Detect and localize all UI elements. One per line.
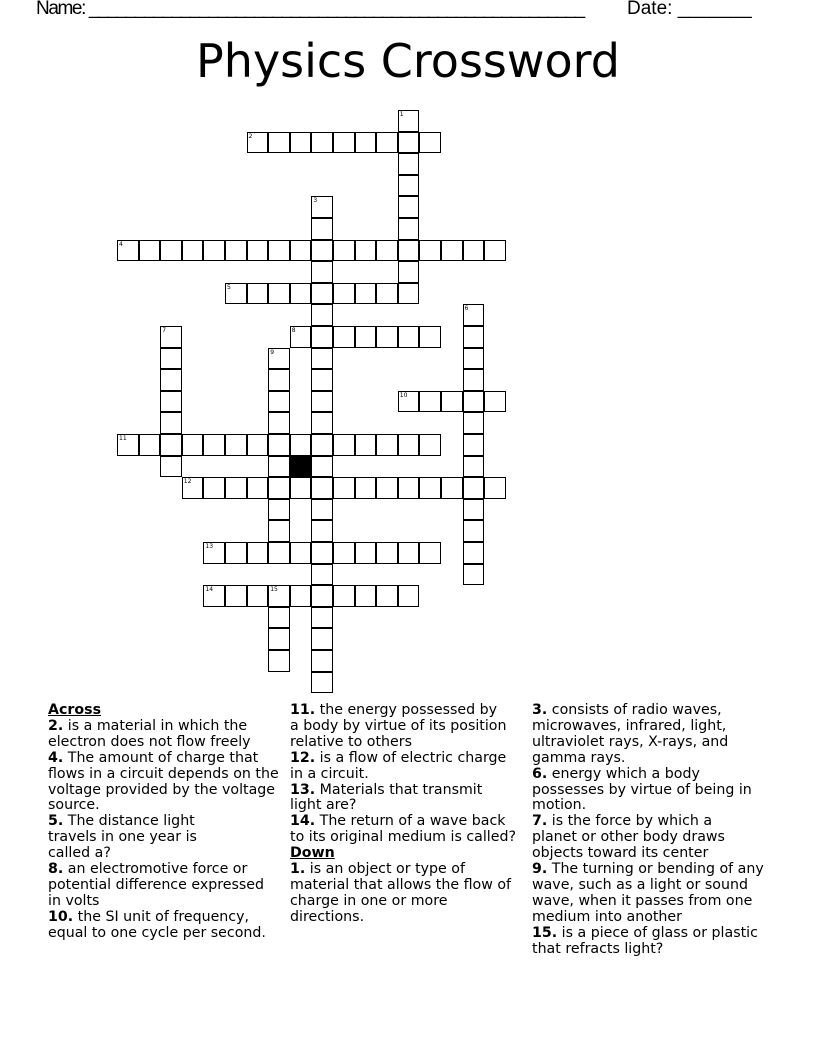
clue-number: 4 — [119, 240, 123, 248]
grid-cell[interactable] — [419, 240, 441, 262]
clue-down-15: 15. is a piece of glass or plastic that refracts light? — [532, 924, 758, 957]
grid-cell[interactable] — [268, 434, 290, 456]
grid-cell[interactable] — [311, 369, 333, 391]
grid-cell[interactable] — [268, 607, 290, 629]
grid-cell[interactable] — [333, 132, 355, 154]
grid-cell[interactable] — [398, 283, 420, 305]
grid-cell[interactable] — [311, 132, 333, 154]
clue-number: 8 — [291, 327, 296, 334]
clue-number: 3 — [313, 197, 318, 205]
grid-cell[interactable] — [139, 240, 161, 262]
grid-cell[interactable] — [268, 348, 290, 370]
grid-cell[interactable] — [463, 520, 485, 542]
grid-cell[interactable] — [247, 283, 269, 305]
clue-across-8: 8. an electromotive force or potential difference expressed in volts — [48, 861, 264, 909]
clue-number: 5 — [227, 283, 231, 291]
grid-cell[interactable] — [268, 628, 290, 650]
grid-cell[interactable] — [311, 542, 333, 564]
grid-cell[interactable] — [311, 628, 333, 650]
grid-cell[interactable] — [484, 477, 506, 499]
clue-across-12: 12. is a flow of electric charge in a circuit. — [290, 749, 507, 782]
grid-cell[interactable] — [463, 456, 485, 478]
grid-cell[interactable] — [117, 434, 139, 456]
grid-cell[interactable] — [225, 240, 247, 262]
grid-cell[interactable] — [268, 132, 290, 154]
grid-cell[interactable] — [376, 240, 398, 262]
grid-cell[interactable] — [268, 520, 290, 542]
grid-cell[interactable] — [203, 585, 225, 607]
clue-column-3 — [532, 703, 768, 958]
grid-cell[interactable] — [268, 240, 290, 262]
clue-number: 2 — [248, 132, 253, 140]
grid-cell[interactable] — [182, 240, 204, 262]
grid-cell[interactable] — [355, 132, 377, 154]
grid-cell[interactable] — [463, 348, 485, 370]
grid-cell[interactable] — [376, 434, 398, 456]
grid-cell[interactable] — [203, 240, 225, 262]
grid-cell[interactable] — [247, 542, 269, 564]
grid-cell[interactable] — [311, 196, 333, 218]
grid-cell[interactable] — [290, 326, 312, 348]
grid-cell[interactable] — [484, 240, 506, 262]
grid-cell[interactable] — [463, 434, 485, 456]
clue-down-1: 1. is an object or type of material that allows the flow of charge in one or more directions. — [290, 861, 512, 925]
clue-column-2 — [290, 703, 524, 926]
grid-cell[interactable] — [463, 304, 485, 326]
grid-cell[interactable] — [376, 283, 398, 305]
grid-cell[interactable] — [463, 369, 485, 391]
clue-number: 6 — [464, 305, 469, 313]
grid-cell[interactable] — [333, 326, 355, 348]
grid-cell[interactable] — [463, 412, 485, 434]
grid-cell[interactable] — [117, 240, 139, 262]
grid-cell[interactable] — [203, 477, 225, 499]
grid-cell[interactable] — [290, 283, 312, 305]
black-cell — [290, 456, 312, 478]
grid-cell[interactable] — [225, 542, 247, 564]
grid-cell[interactable] — [398, 132, 420, 154]
grid-cell[interactable] — [311, 672, 333, 694]
grid-cell[interactable] — [203, 542, 225, 564]
grid-cell[interactable] — [463, 564, 485, 586]
clue-down-9: 9. The turning or bending of any wave, such as a light or sound wave, when it passes from one medium into another — [532, 861, 764, 925]
grid-cell[interactable] — [398, 153, 420, 175]
clue-down-3: 3. consists of radio waves, microwaves, infrared, light, ultraviolet rays, X-rays, and gamma rays. — [532, 702, 729, 766]
grid-cell[interactable] — [311, 326, 333, 348]
grid-cell[interactable] — [376, 542, 398, 564]
clue-number: 13 — [205, 543, 214, 550]
grid-cell[interactable] — [311, 650, 333, 672]
grid-cell[interactable] — [419, 477, 441, 499]
grid-cell[interactable] — [139, 434, 161, 456]
page-title: Physics Crossword — [196, 34, 620, 88]
grid-cell[interactable] — [398, 218, 420, 240]
across-heading: Across — [48, 702, 102, 718]
grid-cell[interactable] — [333, 542, 355, 564]
grid-cell[interactable] — [355, 326, 377, 348]
grid-cell[interactable] — [311, 240, 333, 262]
grid-cell[interactable] — [311, 456, 333, 478]
grid-cell[interactable] — [463, 326, 485, 348]
grid-cell[interactable] — [441, 477, 463, 499]
grid-cell[interactable] — [247, 477, 269, 499]
clue-across-2: 2. is a material in which the electron does not flow freely — [48, 717, 251, 750]
grid-cell[interactable] — [290, 434, 312, 456]
grid-cell[interactable] — [463, 477, 485, 499]
clue-number: 1 — [399, 111, 404, 118]
grid-cell[interactable] — [376, 132, 398, 154]
grid-cell[interactable] — [419, 132, 441, 154]
clue-across-4: 4. The amount of charge that flows in a circuit depends on the voltage provided by the voltage source. — [48, 749, 279, 814]
grid-cell[interactable] — [355, 283, 377, 305]
grid-cell[interactable] — [311, 283, 333, 305]
grid-cell[interactable] — [355, 585, 377, 607]
grid-cell[interactable] — [268, 456, 290, 478]
grid-cell[interactable] — [376, 477, 398, 499]
clue-down-7: 7. is the force by which a planet or other body draws objects toward its center — [532, 813, 725, 862]
grid-cell[interactable] — [419, 391, 441, 413]
grid-cell[interactable] — [311, 218, 333, 240]
grid-cell[interactable] — [311, 412, 333, 434]
grid-cell[interactable] — [182, 434, 204, 456]
grid-cell[interactable] — [268, 391, 290, 413]
grid-cell[interactable] — [311, 499, 333, 521]
clue-number: 11 — [119, 435, 127, 442]
grid-cell[interactable] — [247, 240, 269, 262]
grid-cell[interactable] — [247, 585, 269, 607]
grid-cell[interactable] — [333, 283, 355, 305]
clue-number: 7 — [162, 327, 167, 334]
grid-cell[interactable] — [160, 456, 182, 478]
clue-down-6: 6. energy which a body possesses by virtue of being in motion. — [532, 765, 752, 814]
grid-cell[interactable] — [290, 132, 312, 154]
clue-across-5: 5. The distance light travels in one year is called a? — [48, 813, 197, 862]
grid-cell[interactable] — [398, 542, 420, 564]
grid-cell[interactable] — [398, 261, 420, 283]
grid-cell[interactable] — [160, 369, 182, 391]
grid-cell[interactable] — [484, 391, 506, 413]
grid-cell[interactable] — [419, 326, 441, 348]
grid-cell[interactable] — [268, 650, 290, 672]
grid-cell[interactable] — [311, 261, 333, 283]
grid-cell[interactable] — [225, 434, 247, 456]
grid-cell[interactable] — [463, 240, 485, 262]
grid-cell[interactable] — [160, 391, 182, 413]
grid-cell[interactable] — [225, 477, 247, 499]
grid-cell[interactable] — [268, 369, 290, 391]
grid-cell[interactable] — [311, 477, 333, 499]
clue-across-14: 14. The return of a wave back to its original medium is called? — [290, 813, 517, 846]
clue-number: 10 — [399, 391, 408, 399]
grid-cell[interactable] — [463, 391, 485, 413]
grid-cell[interactable] — [355, 434, 377, 456]
grid-cell[interactable] — [268, 283, 290, 305]
grid-cell[interactable] — [333, 434, 355, 456]
grid-cell[interactable] — [355, 240, 377, 262]
grid-cell[interactable] — [311, 520, 333, 542]
grid-cell[interactable] — [333, 585, 355, 607]
name-field[interactable]: Name: ______________________________________________________ — [36, 0, 584, 19]
grid-cell[interactable] — [398, 175, 420, 197]
grid-cell[interactable] — [398, 585, 420, 607]
clue-number: 15 — [270, 586, 278, 594]
grid-cell[interactable] — [203, 434, 225, 456]
grid-cell[interactable] — [311, 607, 333, 629]
clue-number: 12 — [183, 478, 192, 486]
grid-cell[interactable] — [290, 477, 312, 499]
grid-cell[interactable] — [311, 434, 333, 456]
grid-cell[interactable] — [160, 412, 182, 434]
grid-cell[interactable] — [290, 585, 312, 607]
clue-across-13: 13. Materials that transmit light are? — [290, 781, 483, 814]
grid-cell[interactable] — [247, 434, 269, 456]
grid-cell[interactable] — [355, 477, 377, 499]
grid-cell[interactable] — [419, 542, 441, 564]
grid-cell[interactable] — [463, 542, 485, 564]
clue-across-10: 10. the SI unit of frequency, equal to one cycle per second. — [48, 908, 266, 941]
grid-cell[interactable] — [311, 304, 333, 326]
grid-cell[interactable] — [441, 240, 463, 262]
grid-cell[interactable] — [376, 585, 398, 607]
grid-cell[interactable] — [290, 240, 312, 262]
grid-cell[interactable] — [225, 283, 247, 305]
grid-cell[interactable] — [463, 499, 485, 521]
date-field[interactable]: Date: _______ — [627, 0, 752, 19]
grid-cell[interactable] — [311, 564, 333, 586]
grid-cell[interactable] — [333, 240, 355, 262]
grid-cell[interactable] — [398, 326, 420, 348]
grid-cell[interactable] — [247, 132, 269, 154]
grid-cell[interactable] — [376, 326, 398, 348]
down-heading: Down — [290, 845, 335, 862]
grid-cell[interactable] — [398, 110, 420, 132]
grid-cell[interactable] — [398, 196, 420, 218]
grid-cell[interactable] — [355, 542, 377, 564]
grid-cell[interactable] — [160, 348, 182, 370]
grid-cell[interactable] — [160, 434, 182, 456]
grid-cell[interactable] — [333, 477, 355, 499]
clue-column-1 — [48, 703, 282, 942]
grid-cell[interactable] — [311, 391, 333, 413]
grid-cell[interactable] — [268, 412, 290, 434]
grid-cell[interactable] — [160, 240, 182, 262]
clue-across-11: 11. the energy possessed by a body by virtue of its position relative to others — [290, 702, 507, 750]
clue-number: 14 — [205, 586, 214, 594]
grid-cell[interactable] — [441, 391, 463, 413]
grid-cell[interactable] — [311, 348, 333, 370]
grid-cell[interactable] — [398, 477, 420, 499]
grid-cell[interactable] — [268, 542, 290, 564]
clue-number: 9 — [270, 348, 275, 356]
grid-cell[interactable] — [268, 499, 290, 521]
grid-cell[interactable] — [290, 542, 312, 564]
grid-cell[interactable] — [311, 585, 333, 607]
grid-cell[interactable] — [419, 434, 441, 456]
grid-cell[interactable] — [225, 585, 247, 607]
grid-cell[interactable] — [398, 434, 420, 456]
grid-cell[interactable] — [182, 477, 204, 499]
grid-cell[interactable] — [160, 326, 182, 348]
grid-cell[interactable] — [398, 240, 420, 262]
grid-cell[interactable] — [268, 585, 290, 607]
grid-cell[interactable] — [398, 391, 420, 413]
grid-cell[interactable] — [268, 477, 290, 499]
